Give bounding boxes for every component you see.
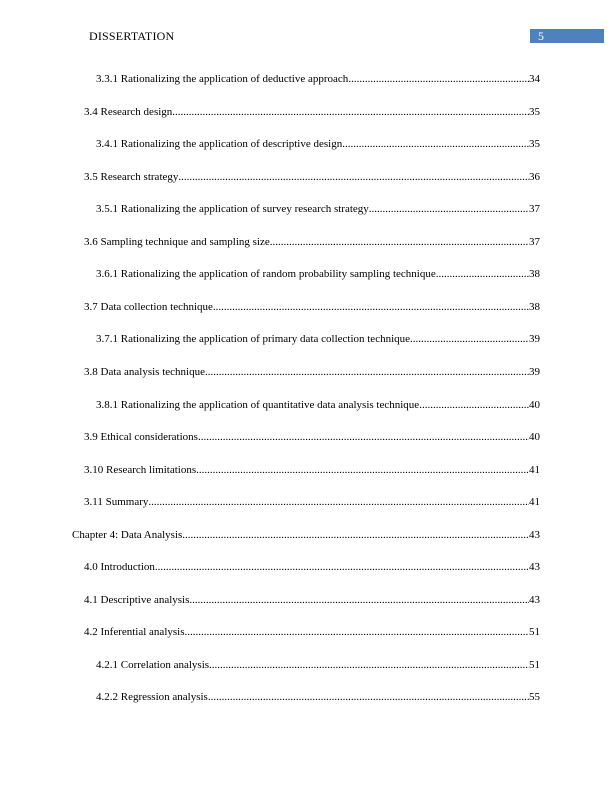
toc-entry-label: 4.2.1 Correlation analysis <box>96 658 210 671</box>
toc-leader-dots <box>348 72 529 86</box>
toc-leader-dots <box>178 170 529 184</box>
toc-entry[interactable] <box>84 300 540 314</box>
toc-entry-page-number: 43 <box>529 593 540 606</box>
toc-entry-page-number: 41 <box>529 496 540 509</box>
toc-entry[interactable] <box>96 658 540 672</box>
toc-entry-label: 3.5 Research strategy <box>84 170 179 183</box>
toc-entry-page-number: 51 <box>529 626 540 639</box>
toc-entry[interactable] <box>96 267 540 281</box>
toc-entry-page-number: 41 <box>529 463 540 476</box>
toc-entry-page-number: 36 <box>529 170 540 183</box>
toc-entry-label: 3.9 Ethical considerations <box>84 431 198 444</box>
toc-entry[interactable] <box>84 235 540 249</box>
page-number-badge: 5 <box>530 29 604 43</box>
toc-entry[interactable] <box>84 430 540 444</box>
toc-entry-label: 3.11 Summary <box>84 496 149 509</box>
toc-entry-page-number: 43 <box>529 528 540 541</box>
toc-leader-dots <box>342 137 529 151</box>
toc-entry-page-number: 51 <box>529 658 540 671</box>
toc-entry-page-number: 39 <box>529 365 540 378</box>
toc-entry-label: 3.4 Research design <box>84 105 173 118</box>
toc-entry-page-number: 35 <box>529 105 540 118</box>
toc-leader-dots <box>182 528 529 542</box>
toc-entry-page-number: 35 <box>529 138 540 151</box>
toc-leader-dots <box>148 495 529 509</box>
toc-entry[interactable] <box>72 528 540 542</box>
toc-entry[interactable] <box>96 398 540 412</box>
toc-entry-page-number: 43 <box>529 561 540 574</box>
toc-entry-label: 4.0 Introduction <box>84 561 155 574</box>
toc-leader-dots <box>172 105 529 119</box>
toc-entry-page-number: 34 <box>529 73 540 85</box>
toc-entry[interactable] <box>84 495 540 509</box>
toc-entry[interactable] <box>96 690 540 704</box>
toc-leader-dots <box>410 332 529 346</box>
toc-entry[interactable] <box>96 137 540 151</box>
toc-leader-dots <box>205 365 529 379</box>
toc-entry-label: 4.2 Inferential analysis <box>84 626 185 639</box>
toc-leader-dots <box>185 625 530 639</box>
toc-leader-dots <box>419 398 529 412</box>
toc-entry-page-number: 37 <box>529 235 540 248</box>
toc-entry[interactable] <box>96 332 540 346</box>
toc-entry[interactable] <box>84 463 540 477</box>
toc-entry[interactable] <box>96 202 540 216</box>
toc-entry-label: 3.10 Research limitations <box>84 463 197 476</box>
toc-entry[interactable] <box>84 560 540 574</box>
toc-entry-page-number: 38 <box>529 268 540 281</box>
toc-entry-label: 3.7 Data collection technique <box>84 300 213 313</box>
toc-leader-dots <box>209 658 529 672</box>
toc-leader-dots <box>208 690 529 704</box>
toc-leader-dots <box>196 463 529 477</box>
toc-entry[interactable] <box>96 72 540 86</box>
toc-leader-dots <box>155 560 529 574</box>
toc-entry-label: 3.3.1 Rationalizing the application of deductive approach <box>96 73 349 85</box>
toc-entry-label: 3.8.1 Rationalizing the application of quantitative data analysis technique <box>96 398 420 411</box>
toc-entry-page-number: 40 <box>529 431 540 444</box>
toc-entry[interactable] <box>84 105 540 119</box>
toc-entry[interactable] <box>84 593 540 607</box>
toc-entry-label: 3.6 Sampling technique and sampling size <box>84 235 270 248</box>
toc-entry-label: 3.6.1 Rationalizing the application of random probability sampling technique <box>96 268 436 281</box>
toc-entry-label: 3.7.1 Rationalizing the application of primary data collection technique <box>96 333 411 346</box>
toc-entry-label: 4.2.2 Regression analysis <box>96 691 208 704</box>
toc-leader-dots <box>369 202 529 216</box>
toc-entry-page-number: 38 <box>529 300 540 313</box>
toc-entry[interactable] <box>84 170 540 184</box>
toc-entry-page-number: 55 <box>529 691 540 704</box>
toc-entry[interactable] <box>84 365 540 379</box>
toc-leader-dots <box>436 267 529 281</box>
toc-entry-label: Chapter 4: Data Analysis <box>72 528 183 541</box>
toc-leader-dots <box>213 300 529 314</box>
toc-entry-page-number: 37 <box>529 203 540 216</box>
toc-entry[interactable] <box>84 625 540 639</box>
toc-entry-label: 3.8 Data analysis technique <box>84 365 205 378</box>
running-header-title: DISSERTATION <box>89 29 175 43</box>
toc-leader-dots <box>198 430 529 444</box>
toc-entry-label: 3.4.1 Rationalizing the application of descriptive design <box>96 138 343 151</box>
toc-entry-page-number: 40 <box>529 398 540 411</box>
toc-leader-dots <box>270 235 529 249</box>
toc-leader-dots <box>189 593 529 607</box>
toc-entry-label: 4.1 Descriptive analysis <box>84 593 190 606</box>
toc-entry-label: 3.5.1 Rationalizing the application of survey research strategy <box>96 203 369 216</box>
toc-entry-page-number: 39 <box>529 333 540 346</box>
